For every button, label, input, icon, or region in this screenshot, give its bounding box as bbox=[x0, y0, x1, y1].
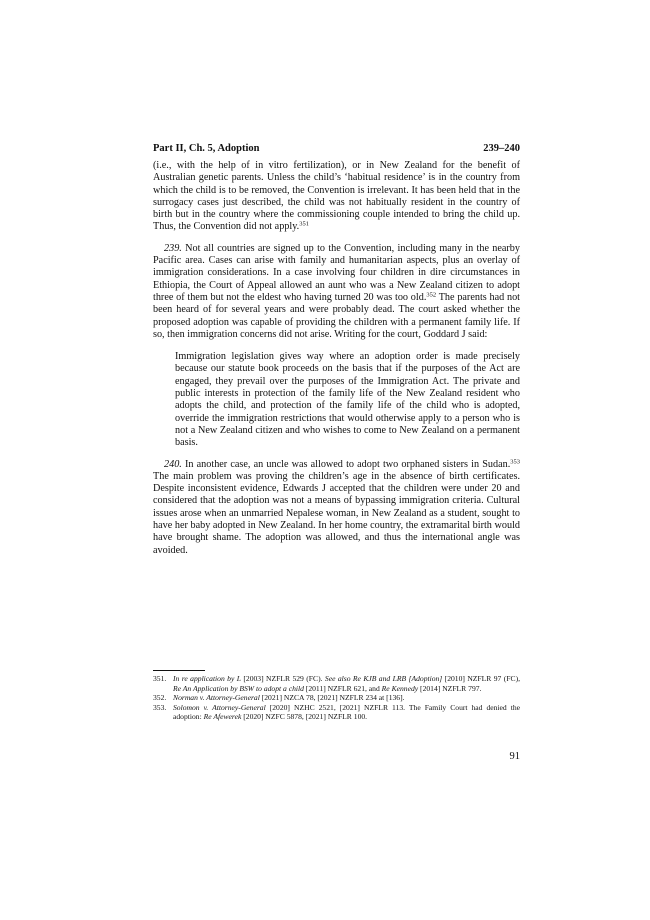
paragraph-text: In another case, an uncle was allowed to adopt two orphaned sisters in Sudan. bbox=[181, 458, 511, 470]
block-quote bbox=[175, 351, 520, 449]
footnote-353 bbox=[153, 703, 520, 722]
citation: [2021] NZCA 78, [2021] NZFLR 234 at [136]. bbox=[259, 693, 405, 703]
footnote-text bbox=[173, 693, 520, 703]
citation: [2011] NZFLR 621, and bbox=[303, 683, 382, 693]
paragraph-text: The main problem was proving the children’s age in the absence of birth certificates. Despite inconsistent evidence, Edwards J accepted that the children were under 20 and considered that the adoption was not a means of bypassing immigration criteria. Cultural issues arose when an unmarried Nepalese woman, in New Zealand as a student, sought to have her baby adopted in New Zealand. In her home country, the extramarital birth would have brought shame. The adoption was allowed, and thus the international angle was avoided. bbox=[153, 470, 520, 556]
footnote-divider bbox=[153, 670, 205, 671]
paragraph-number: 239. bbox=[164, 242, 182, 254]
case-name: Re Kennedy bbox=[381, 683, 419, 693]
footnote-ref-351[interactable]: 351 bbox=[299, 220, 309, 228]
footnote-number: 353. bbox=[153, 702, 167, 712]
case-name: See also Re KJB and LRB [Adoption] bbox=[324, 674, 443, 683]
footnote-ref-353[interactable]: 353 bbox=[510, 458, 520, 466]
citation: [2003] NZFLR 529 (FC). bbox=[240, 674, 325, 683]
header-chapter-title: Part II, Ch. 5, Adoption bbox=[153, 143, 260, 154]
footnotes bbox=[153, 670, 520, 722]
footnote-352 bbox=[153, 693, 520, 703]
case-name: In re application by L bbox=[173, 674, 241, 683]
header-paragraph-range: 239–240 bbox=[483, 143, 520, 154]
footnote-number: 352. bbox=[153, 693, 167, 703]
paragraph-continued bbox=[153, 160, 520, 234]
case-name: Solomon v. Attorney-General bbox=[173, 702, 266, 712]
citation: [2020] NZHC 2521, [2021] NZFLR 113. The Family Court had denied the adoption: bbox=[173, 702, 520, 722]
citation: [2010] NZFLR 97 (FC), bbox=[442, 674, 521, 683]
paragraph-number: 240. bbox=[164, 458, 182, 470]
footnote-ref-352[interactable]: 352 bbox=[426, 291, 437, 299]
case-name: Norman v. Attorney-General bbox=[173, 693, 260, 703]
citation: [2014] NZFLR 797. bbox=[418, 683, 482, 693]
case-name: Re Afewerek bbox=[203, 712, 242, 722]
quote-text: Immigration legislation gives way where an adoption order is made precisely because our statute book proceeds on the basis that if the purposes of the Act are engaged, they prevail over the purposes of the Immigration Act. The private and public interests in protection of the family life of the New Zealand resident who adopts the child, and protection of the family life of the child who is adopted, override the immigration restrictions that would otherwise apply to a person who is not a New Zealand citizen and who wishes to come to New Zealand on a permanent basis. bbox=[175, 351, 520, 449]
paragraph-text: Not all countries are signed up to the Convention, including many in the nearby Pacific area. Cases can arise with family and humanitarian aspects, plus an overlay of immigration considerations. In a case involving four children in dire circumstances in Ethiopia, the Court of Appeal allowed an aunt who was a New Zealand citizen to adopt three of them but not the eldest who having turned 20 was too old. bbox=[153, 242, 520, 303]
paragraph-240 bbox=[153, 459, 520, 557]
paragraph-239 bbox=[153, 243, 520, 341]
paragraph-text: (i.e., with the help of in vitro fertilization), or in New Zealand for the benefit of Australian genetic parents. Unless the child’s ‘habitual residence’ is in the country from which the child is to be removed, the Convention is irrelevant. It has been held that in the surrogacy cases just described, the child was not habitually resident in the country of birth but in the country where the commissioning couple intended to bring the child up. Thus, the Convention did not apply. bbox=[153, 160, 520, 233]
footnote-text bbox=[173, 703, 520, 722]
page-body bbox=[153, 142, 520, 557]
footnote-number: 351. bbox=[153, 674, 167, 683]
footnote-text bbox=[173, 674, 520, 693]
running-header bbox=[153, 142, 520, 156]
footnote-351 bbox=[153, 674, 520, 693]
paragraph-text: The parents had not been heard of for several years and were probably dead. The court asked whether the proposed adoption was capable of providing the children with a permanent family life. If so, then immigration concerns did not arise. Writing for the court, Goddard J said: bbox=[153, 291, 520, 340]
citation: [2020] NZFC 5878, [2021] NZFLR 100. bbox=[241, 712, 368, 722]
page-number: 91 bbox=[509, 751, 520, 762]
case-name: Re An Application by BSW to adopt a child bbox=[173, 683, 304, 693]
